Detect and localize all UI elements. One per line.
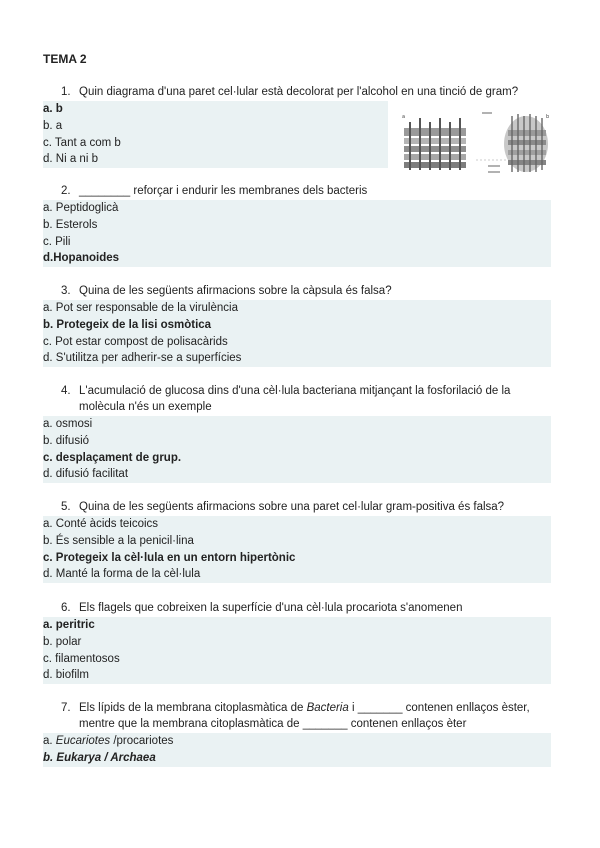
answer-option-a[interactable]: a. Pot ser responsable de la virulència	[43, 302, 238, 314]
option-prefix: a.	[43, 735, 56, 747]
answer-list	[43, 101, 388, 168]
question-text-italic: Bacteria	[306, 702, 349, 714]
answer-list	[43, 733, 551, 767]
answer-option-d[interactable]: d. S'utilitza per adherir-se a superfícies	[43, 352, 242, 365]
answer-option-a[interactable]: a. b	[43, 103, 63, 115]
answer-option-c[interactable]: c. desplaçament de grup.	[43, 451, 182, 464]
question-text: Quina de les següents afirmacions sobre una paret cel·lular gram-positiva és falsa?	[79, 501, 505, 513]
answer-option-b[interactable]: b. Eukarya / Archaea	[43, 751, 156, 764]
answer-option-b[interactable]: b. a	[43, 119, 63, 132]
diagram-label-b: b	[546, 114, 550, 120]
question-text	[79, 702, 530, 714]
answer-list	[43, 617, 551, 684]
question-number: 1.	[61, 86, 71, 98]
question-text: Els flagels que cobreixen la superfície d'una cèl·lula procariota s'anomenen	[79, 602, 463, 614]
answer-option-b[interactable]: b. polar	[43, 635, 82, 648]
answer-option-c[interactable]: c. Pili	[43, 235, 71, 248]
question-text-continued: molècula n'és un exemple	[79, 401, 212, 413]
diagram-b	[504, 114, 549, 172]
option-rest: /procariotes	[110, 735, 174, 747]
answer-option-d[interactable]: d. difusió facilitat	[43, 468, 129, 481]
diagram-label-a: a	[402, 114, 406, 120]
question-2	[43, 183, 551, 267]
answer-option-c[interactable]: c. Protegeix la cèl·lula en un entorn hipertònic	[43, 551, 296, 564]
answer-list	[43, 516, 551, 583]
answer-option-b[interactable]: b. Protegeix de la lisi osmòtica	[43, 318, 212, 331]
answer-list	[43, 416, 551, 483]
question-3	[43, 283, 551, 367]
answer-option-a[interactable]: a. osmosi	[43, 418, 93, 430]
question-text-continued: mentre que la membrana citoplasmàtica de _______ contenen enllaços èter	[79, 718, 467, 730]
answer-list	[43, 300, 551, 367]
question-text-part: Els lípids de la membrana citoplasmàtica de	[79, 702, 307, 714]
question-4	[43, 383, 551, 483]
question-text: L'acumulació de glucosa dins d'una cèl·lula bacteriana mitjançant la fosforilació de la	[79, 385, 511, 397]
diagram-labels	[476, 113, 508, 172]
answer-option-b[interactable]: b. És sensible a la penicil·lina	[43, 534, 194, 547]
question-number: 3.	[61, 285, 71, 297]
answer-option-d[interactable]: d.Hopanoides	[43, 252, 120, 265]
page-title: TEMA 2	[43, 52, 87, 66]
answer-option-c[interactable]: c. Pot estar compost de polisacàrids	[43, 335, 228, 348]
answer-option-b[interactable]: b. Esterols	[43, 218, 98, 231]
answer-option-a[interactable]: a. Peptidoglicà	[43, 202, 119, 214]
answer-option-a[interactable]	[43, 733, 551, 750]
question-number: 5.	[61, 501, 71, 513]
cell-wall-diagram	[396, 108, 551, 180]
diagram-a	[402, 114, 466, 170]
question-5	[43, 499, 551, 583]
answer-option-a[interactable]: a. peritric	[43, 619, 95, 631]
answer-option-a[interactable]: a. Conté àcids teicoics	[43, 518, 159, 530]
answer-option-d[interactable]: d. Ni a ni b	[43, 153, 98, 166]
question-number: 2.	[61, 185, 71, 197]
question-number: 7.	[61, 702, 71, 714]
answer-option-c[interactable]: c. Tant a com b	[43, 136, 121, 149]
answer-option-b[interactable]: b. difusió	[43, 434, 90, 447]
answer-option-d[interactable]: d. Manté la forma de la cèl·lula	[43, 568, 201, 581]
question-text-part: i _______ contenen enllaços èster,	[348, 702, 530, 714]
question-6	[43, 600, 551, 684]
question-number: 6.	[61, 602, 71, 614]
option-italic: Eucariotes	[55, 735, 111, 747]
answer-option-c[interactable]: c. filamentosos	[43, 652, 120, 665]
answer-option-d[interactable]: d. biofilm	[43, 669, 90, 682]
question-7	[43, 700, 551, 767]
question-text: ________ reforçar i endurir les membranes dels bacteris	[79, 185, 368, 197]
question-text: Quin diagrama d'una paret cel·lular està decolorat per l'alcohol en una tinció de gram?	[79, 86, 519, 98]
cell-wall-diagram-image	[396, 108, 551, 180]
question-text: Quina de les següents afirmacions sobre la càpsula és falsa?	[79, 285, 392, 297]
question-number: 4.	[61, 385, 71, 397]
answer-list	[43, 200, 551, 267]
